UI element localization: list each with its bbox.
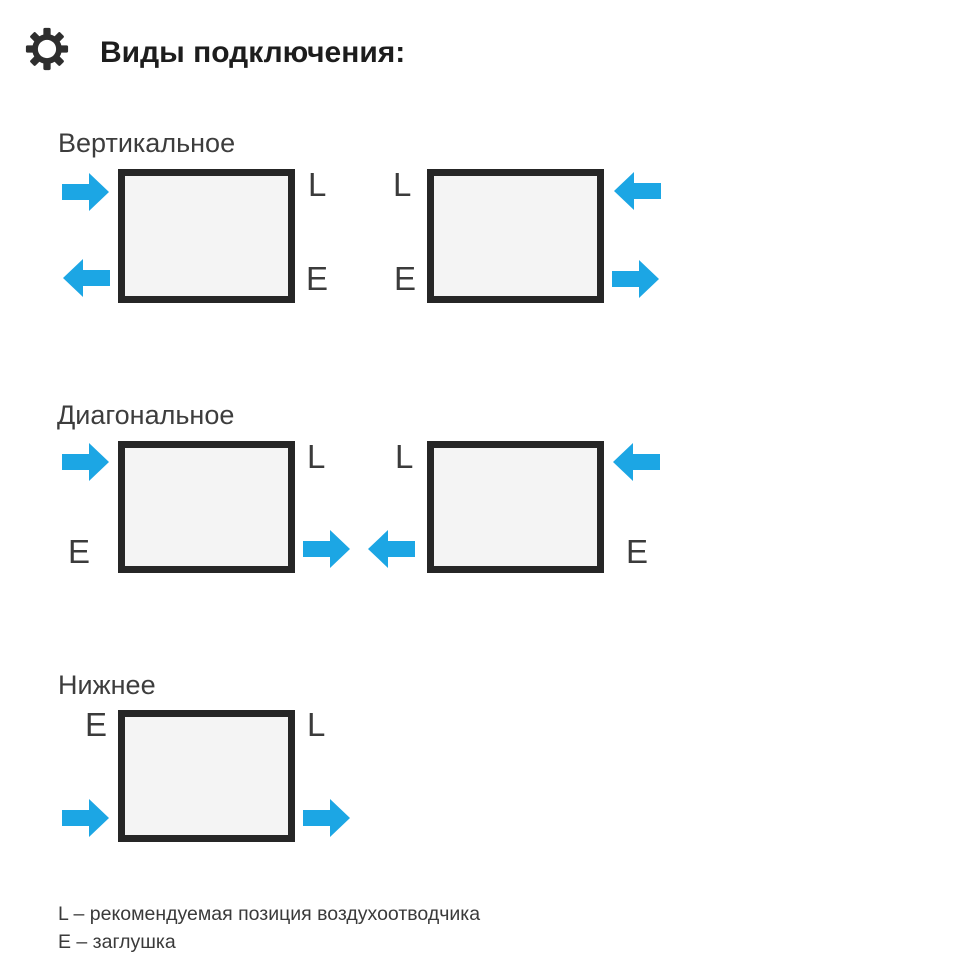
port-label-air-vent: L <box>393 166 412 203</box>
flow-arrow-right-icon <box>62 172 110 212</box>
section-title: Нижнее <box>58 670 156 700</box>
flow-arrow-left-icon <box>367 529 415 569</box>
flow-arrow-right-icon <box>62 798 110 838</box>
flow-arrow-right-icon <box>612 259 660 299</box>
flow-arrow-right-icon <box>303 529 351 569</box>
port-label-air-vent: L <box>395 438 414 475</box>
port-label-air-vent: L <box>308 166 327 203</box>
flow-arrow-right-icon <box>303 798 351 838</box>
port-label-plug: E <box>68 533 91 570</box>
legend <box>58 900 480 956</box>
flow-arrow-left-icon <box>613 171 661 211</box>
section-title: Диагональное <box>57 400 235 430</box>
port-label-plug: E <box>394 260 417 297</box>
gear-icon <box>24 26 70 72</box>
port-label-plug: E <box>85 706 108 743</box>
flow-arrow-left-icon <box>612 442 660 482</box>
radiator-rect <box>427 169 604 303</box>
port-label-plug: E <box>306 260 329 297</box>
port-label-air-vent: L <box>307 706 326 743</box>
port-label-air-vent: L <box>307 438 326 475</box>
flow-arrow-right-icon <box>62 442 110 482</box>
port-label-plug: E <box>626 533 649 570</box>
legend-line-plug: E – заглушка <box>58 931 176 953</box>
flow-arrow-left-icon <box>62 258 110 298</box>
page-title: Виды подключения: <box>100 36 406 69</box>
radiator-rect <box>118 441 295 573</box>
section-title: Вертикальное <box>58 128 236 158</box>
radiator-rect <box>118 169 295 303</box>
legend-line-air-vent: L – рекомендуемая позиция воздухоотводчика <box>58 903 481 925</box>
radiator-rect <box>118 710 295 842</box>
radiator-rect <box>427 441 604 573</box>
